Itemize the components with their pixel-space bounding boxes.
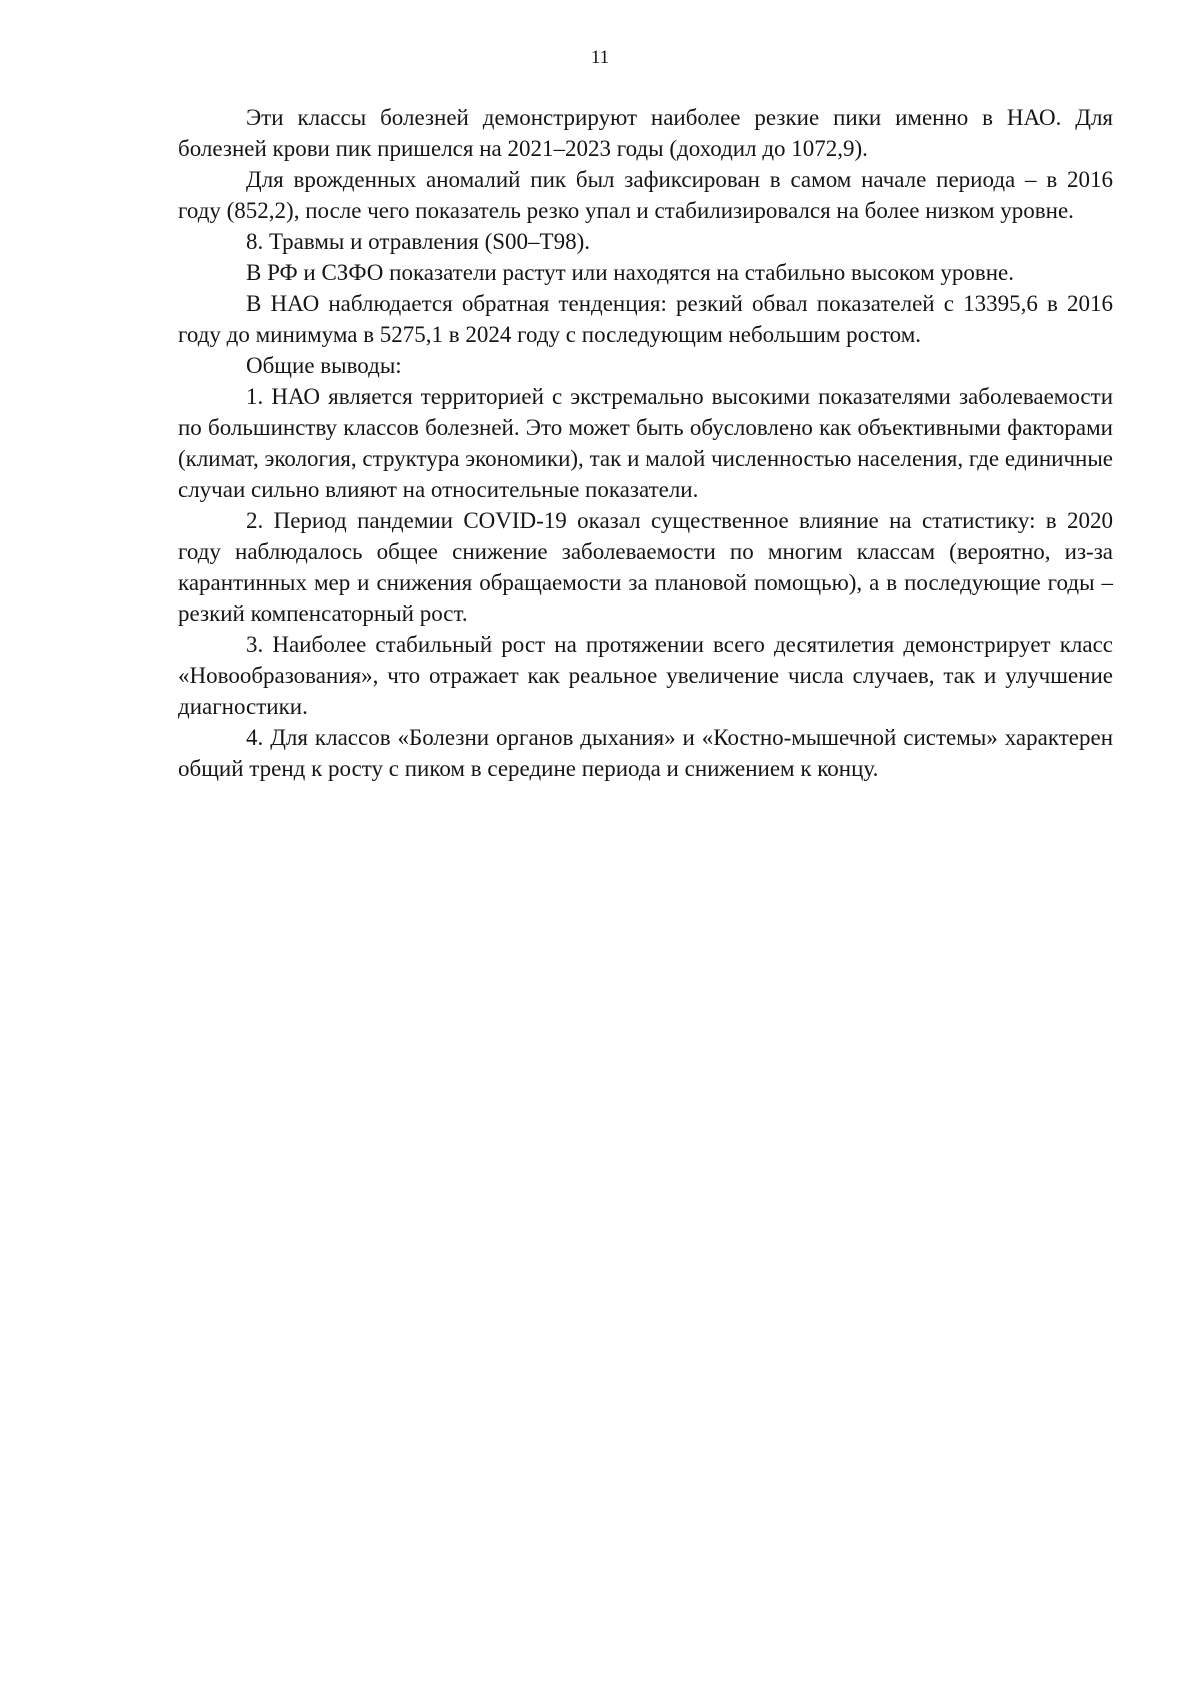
paragraph-nao-trend: В НАО наблюдается обратная тенденция: резкий обвал показателей с 13395,6 в 2016 году до минимума в 5275,1 в 2024 году с последующим небольшим ростом. [178, 291, 1113, 347]
conclusion-item-2: 2. Период пандемии COVID-19 оказал существенное влияние на статистику: в 2020 году наблюдалось общее снижение заболеваемости по многим классам (вероятно, из-за карантинных мер и снижения обращаемости за плановой помощью), а в последующие годы – резкий компенсаторный рост. [178, 508, 1113, 626]
document-body [178, 102, 1113, 784]
conclusion-item-3: 3. Наиболее стабильный рост на протяжении всего десятилетия демонстрирует класс «Новообразования», что отражает как реальное увеличение числа случаев, так и улучшение диагностики. [178, 632, 1113, 719]
conclusions-heading: Общие выводы: [246, 353, 402, 378]
paragraph-congenital-anomalies: Для врожденных аномалий пик был зафиксирован в самом начале периода – в 2016 году (852,2), после чего показатель резко упал и стабилизировался на более низком уровне. [178, 167, 1113, 223]
page-number: 11 [590, 47, 610, 68]
conclusion-item-1: 1. НАО является территорией с экстремально высокими показателями заболеваемости по большинству классов болезней. Это может быть обусловлено как объективными факторами (климат, экология, структура экономики), так и малой численностью населения, где единичные случаи сильно влияют на относительные показатели. [178, 384, 1113, 502]
section-heading-injuries: 8. Травмы и отравления (S00–T98). [246, 229, 591, 254]
paragraph-peaks-nao: Эти классы болезней демонстрируют наиболее резкие пики именно в НАО. Для болезней крови пик пришелся на 2021–2023 годы (доходил до 1072,9). [178, 105, 1113, 161]
paragraph-rf-szfo: В РФ и СЗФО показатели растут или находятся на стабильно высоком уровне. [246, 260, 1014, 285]
conclusion-item-4: 4. Для классов «Болезни органов дыхания» и «Костно-мышечной системы» характерен общий тренд к росту с пиком в середине периода и снижением к концу. [178, 725, 1113, 781]
